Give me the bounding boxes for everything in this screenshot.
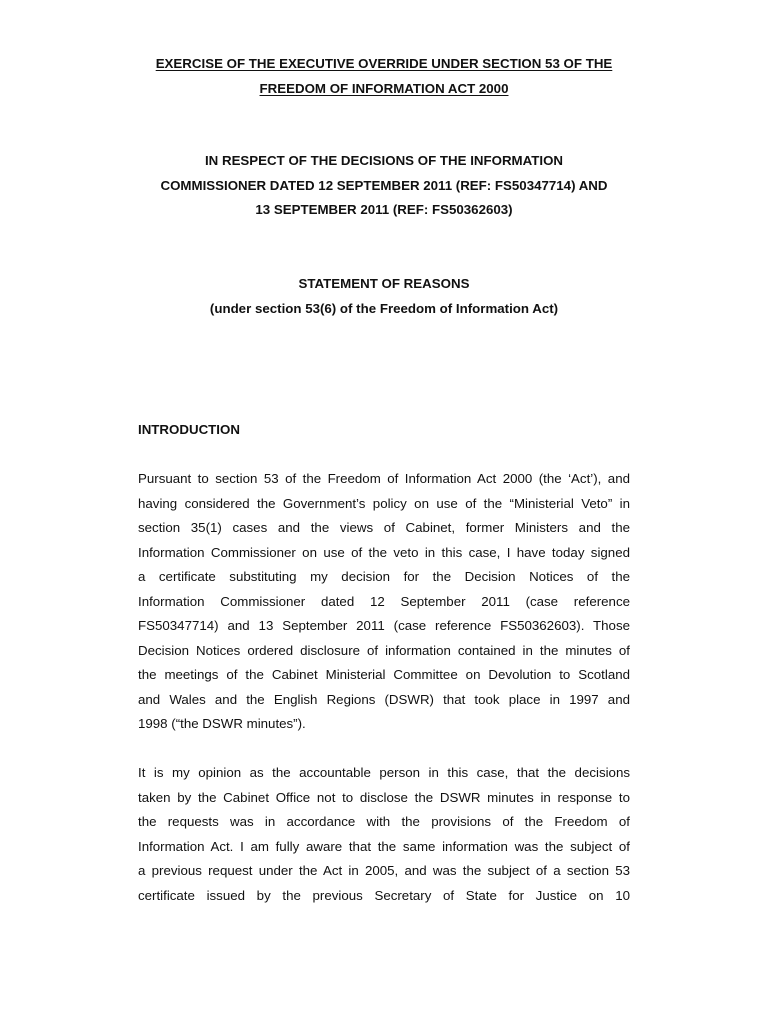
paragraph-1-line-2: having considered the Government’s policy on use of the “Ministerial Veto” in [138,495,630,511]
document-title-line-2: FREEDOM OF INFORMATION ACT 2000 [259,80,509,96]
decision-reference-heading [138,149,630,223]
document-title [138,52,630,101]
paragraph-1-line-5: a certificate substituting my decision for the Decision Notices of the [138,569,630,584]
decision-reference-line-1: IN RESPECT OF THE DECISIONS OF THE INFORMATION [204,153,564,168]
paragraph-1-line-8: Decision Notices ordered disclosure of information contained in the minutes of [138,642,630,658]
paragraph-2-line-1: It is my opinion as the accountable person in this case, that the decisions [138,765,630,780]
paragraph-1-line-3: section 35(1) cases and the views of Cabinet, former Ministers and the [138,520,630,535]
paragraph-2-line-4: Information Act. I am fully aware that the same information was the subject of [138,838,630,854]
introduction-paragraph-1 [138,467,630,737]
paragraph-1-line-6: Information Commissioner dated 12 September 2011 (case reference [138,593,630,609]
paragraph-2-line-3: the requests was in accordance with the provisions of the Freedom of [138,814,630,829]
statement-of-reasons-heading [138,272,630,321]
document-title-line-1: EXERCISE OF THE EXECUTIVE OVERRIDE UNDER SECTION 53 OF THE [155,56,613,71]
statement-of-reasons-title: STATEMENT OF REASONS [298,276,470,291]
paragraph-2-line-5: a previous request under the Act in 2005, and was the subject of a section 53 [138,863,630,878]
introduction-paragraph-2 [138,761,630,908]
paragraph-1-line-7: FS50347714) and 13 September 2011 (case reference FS50362603). Those [138,618,630,633]
paragraph-1-line-11: 1998 (“the DSWR minutes”). [138,716,306,731]
statement-of-reasons-subtitle: (under section 53(6) of the Freedom of Information Act) [209,300,559,316]
decision-reference-line-2: COMMISSIONER DATED 12 SEPTEMBER 2011 (REF: FS50347714) AND [160,177,608,193]
paragraph-1-line-4: Information Commissioner on use of the veto in this case, I have today signed [138,544,630,560]
decision-reference-line-3: 13 SEPTEMBER 2011 (REF: FS50362603) [255,202,513,217]
paragraph-1-line-1: Pursuant to section 53 of the Freedom of Information Act 2000 (the ‘Act’), and [138,471,630,486]
paragraph-2-line-2: taken by the Cabinet Office not to disclose the DSWR minutes in response to [138,789,630,805]
paragraph-2-line-6: certificate issued by the previous Secretary of State for Justice on 10 [138,887,630,903]
introduction-heading: INTRODUCTION [138,422,240,437]
paragraph-1-line-9: the meetings of the Cabinet Ministerial Committee on Devolution to Scotland [138,667,630,682]
paragraph-1-line-10: and Wales and the English Regions (DSWR) that took place in 1997 and [138,691,630,707]
